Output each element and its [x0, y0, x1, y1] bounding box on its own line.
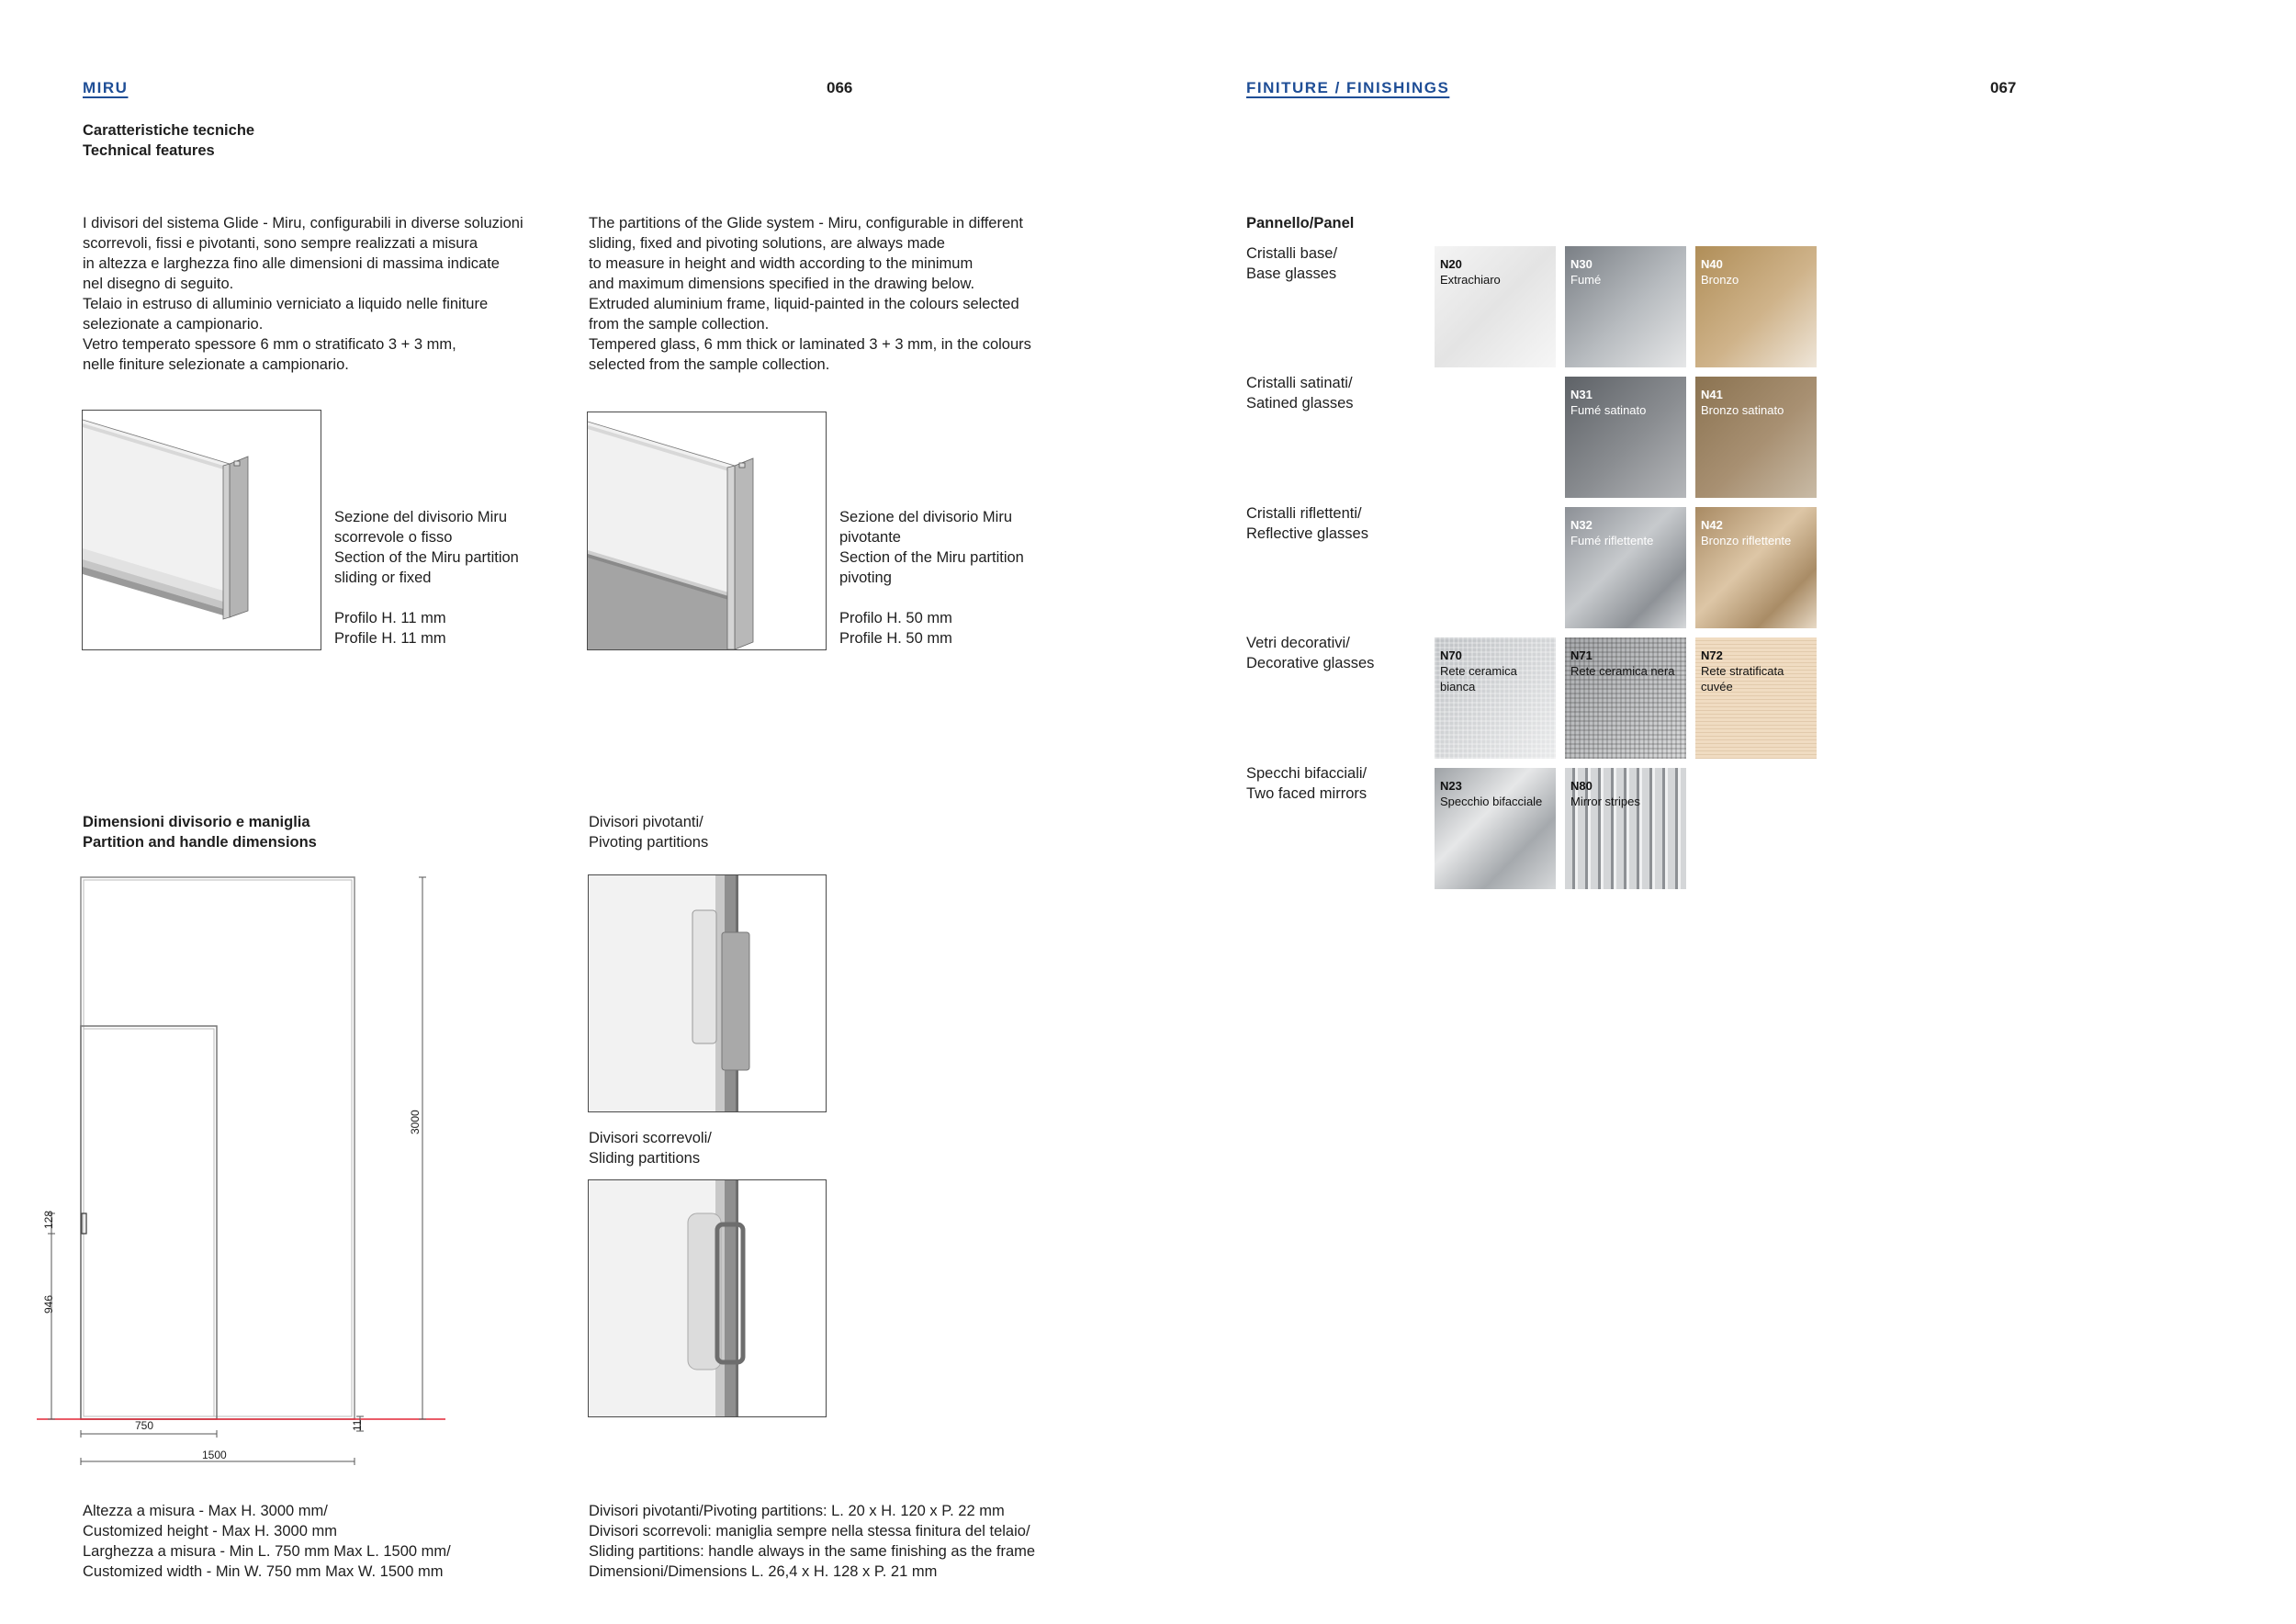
dimension-width-max-label: 1500: [202, 1449, 227, 1461]
swatch-n23[interactable]: N23 Specchio bifacciale: [1435, 768, 1556, 889]
section-link-finishings[interactable]: FINITURE / FINISHINGS: [1246, 79, 1450, 96]
heading-technical-features-en: Technical features: [83, 142, 215, 159]
swatch-n30[interactable]: N30 Fumé: [1565, 246, 1686, 367]
heading-technical-features-it: Caratteristiche tecniche: [83, 122, 255, 139]
swatch-n80[interactable]: N80 Mirror stripes: [1565, 768, 1686, 889]
swatch-n42[interactable]: N42 Bronzo riflettente: [1695, 507, 1817, 628]
dimensions-notes: Altezza a misura - Max H. 3000 mm/ Customized height - Max H. 3000 mm Larghezza a misura - Min L. 750 mm Max L. 1500 mm/ Customized width - Min W. 750 mm Max W. 1500 mm: [83, 1503, 451, 1580]
intro-text-english: The partitions of the Glide system - Miru, configurable in different sliding, fixed and pivoting solutions, are always made to measure in height and width according to the minimum and maximum dimensions specified in the drawing below. Extruded aluminium frame, liquid-painted in the colours selected from the sample collection. Tempered glass, 6 mm thick or laminated 3 + 3 mm, in the colours selected from the sample collection.: [589, 215, 1031, 373]
section-drawing-sliding: [82, 410, 321, 650]
swatch-n40[interactable]: N40 Bronzo: [1695, 246, 1817, 367]
panel-title: Pannello/Panel: [1246, 215, 1355, 231]
dimension-profile-label: 11: [351, 1419, 364, 1431]
handle-notes: Divisori pivotanti/Pivoting partitions: L. 20 x H. 120 x P. 22 mm Divisori scorrevoli: maniglia sempre nella stessa finitura del telaio/ Sliding partitions: handle always in the same finishing as the frame Dimensioni/Dimensions L. 26,4 x H. 128 x P. 21 mm: [589, 1503, 1036, 1580]
swatch-n31[interactable]: N31 Fumé satinato: [1565, 377, 1686, 498]
swatch-n72[interactable]: N72 Rete stratificata cuvée: [1695, 637, 1817, 759]
swatch-n70[interactable]: N70 Rete ceramica bianca: [1435, 637, 1556, 759]
dimension-handle-height-label: 946: [42, 1294, 55, 1314]
category-base-glasses: Cristalli base/ Base glasses: [1246, 245, 1338, 282]
pivoting-handle-drawing: [588, 874, 827, 1112]
dimension-handle-label: 128: [42, 1210, 55, 1229]
dimension-width-min-label: 750: [135, 1419, 154, 1432]
section-caption-sliding: Sezione del divisorio Miru scorrevole o fisso Section of the Miru partition sliding or fixed Profilo H. 11 mm Profile H. 11 mm: [334, 509, 519, 647]
heading-dimensions-en: Partition and handle dimensions: [83, 834, 317, 851]
section-link-miru[interactable]: MIRU: [83, 79, 129, 96]
swatch-n71[interactable]: N71 Rete ceramica nera: [1565, 637, 1686, 759]
partition-dimension-drawing: [37, 868, 459, 1493]
swatch-n41[interactable]: N41 Bronzo satinato: [1695, 377, 1817, 498]
swatch-n32[interactable]: N32 Fumé riflettente: [1565, 507, 1686, 628]
label-pivoting-partitions: Divisori pivotanti/ Pivoting partitions: [589, 814, 709, 851]
page-number-right: 067: [1990, 79, 2017, 96]
label-sliding-partitions: Divisori scorrevoli/ Sliding partitions: [589, 1130, 712, 1167]
heading-dimensions-it: Dimensioni divisorio e maniglia: [83, 814, 310, 830]
page-number-left: 066: [827, 79, 853, 96]
category-two-faced-mirrors: Specchi bifacciali/ Two faced mirrors: [1246, 765, 1367, 802]
swatch-n20[interactable]: N20 Extrachiaro: [1435, 246, 1556, 367]
section-caption-pivoting: Sezione del divisorio Miru pivotante Section of the Miru partition pivoting Profilo H. 50 mm Profile H. 50 mm: [839, 509, 1024, 647]
dimension-height-label: 3000: [409, 1110, 422, 1134]
section-drawing-pivoting: [587, 412, 827, 650]
sliding-handle-drawing: [588, 1179, 827, 1417]
intro-text-italian: I divisori del sistema Glide - Miru, configurabili in diverse soluzioni scorrevoli, fissi e pivotanti, sono sempre realizzati a misura in altezza e larghezza fino alle dimensioni di massima indicate nel disegno di seguito. Telaio in estruso di alluminio verniciato a liquido nelle finiture selezionate a campionario. Vetro temperato spessore 6 mm o stratificato 3 + 3 mm, nelle finiture selezionate a campionario.: [83, 215, 523, 373]
category-reflective-glasses: Cristalli riflettenti/ Reflective glasses: [1246, 505, 1368, 542]
category-satined-glasses: Cristalli satinati/ Satined glasses: [1246, 375, 1354, 412]
category-decorative-glasses: Vetri decorativi/ Decorative glasses: [1246, 635, 1375, 671]
